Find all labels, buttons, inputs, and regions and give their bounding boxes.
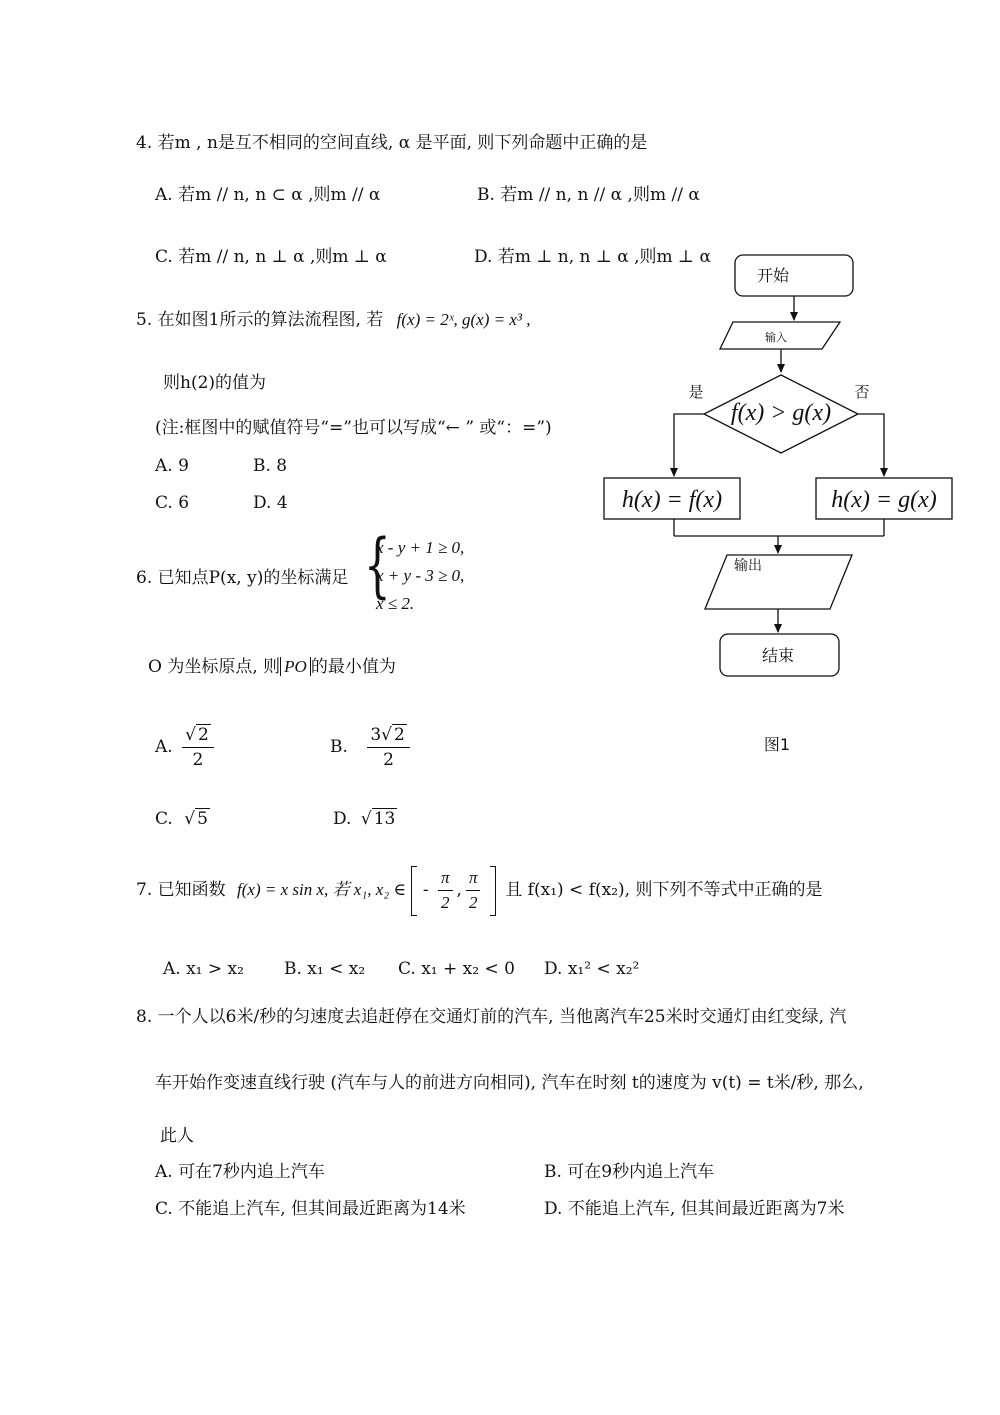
q7-pi-1: π [438, 868, 453, 891]
q4-stem: 4. 若m , n是互不相同的空间直线, α 是平面, 则下列命题中正确的是 [136, 133, 648, 153]
q7-function: f(x) = x sin x, 若 x₁, x₂ ∈ [237, 880, 407, 899]
start-label: 开始 [756, 266, 790, 285]
q5-option-a: A. 9 [155, 456, 189, 476]
q6-question-post: 的最小值为 [310, 657, 396, 677]
q5-function-def: f(x) = 2ˣ, g(x) = x³ , [396, 310, 531, 329]
q5-option-c: C. 6 [155, 493, 190, 513]
q6-inequality-1: x - y + 1 ≥ 0, [376, 538, 465, 557]
q6-option-b-den: 2 [383, 750, 394, 770]
q6-stem: 6. 已知点P(x, y)的坐标满足 [136, 568, 349, 588]
q7-option-a: A. x₁ > x₂ [163, 959, 244, 979]
q7-neg: - [422, 880, 429, 900]
q7-option-c: C. x₁ + x₂ < 0 [398, 959, 515, 979]
output-node [705, 555, 852, 609]
q5-option-b: B. 8 [253, 456, 288, 476]
no-branch [858, 414, 884, 476]
q6-option-c-value: 5 [197, 809, 208, 829]
q7-option-d: D. x₁² < x₂² [544, 959, 640, 979]
q6-abs-po: PO [280, 657, 311, 676]
q7-stem: 7. 已知函数 f(x) = x sin x, 若 x₁, x₂ ∈ - $\frac{\pi}{2}$ , $\frac{\pi}{2}$ 且 f(x₁) < f(x₂), 则下列不等式中正确的是 [136, 862, 822, 918]
q5-note: (注:框图中的赋值符号“=”也可以写成“← ” 或“：=”) [155, 418, 552, 438]
q4-option-c: C. 若m // n, n ⊥ α ,则m ⊥ α [155, 247, 387, 267]
q4-option-a: A. 若m // n, n ⊂ α ,则m // α [155, 185, 381, 205]
q8-line-1: 8. 一个人以6米/秒的匀速度去追赶停在交通灯前的汽车, 当他离汽车25米时交通灯由红变绿, 汽 [136, 1007, 847, 1027]
q6-option-b-num: 2 [393, 725, 405, 745]
left-brace: { [364, 524, 391, 606]
no-label: 否 [854, 383, 870, 401]
q6-option-a-den: 2 [192, 750, 204, 770]
q8-option-b: B. 可在9秒内追上汽车 [544, 1162, 715, 1182]
q8-line-3: 此人 [160, 1126, 194, 1146]
q6-option-b-label: B. [330, 737, 348, 757]
q6-inequality-3: x ≤ 2. [376, 594, 415, 613]
output-label: 输出 [734, 558, 762, 574]
yes-label: 是 [688, 383, 704, 401]
start-node [735, 255, 853, 296]
q7-two-1: 2 [441, 893, 450, 912]
condition-label: f(x) > g(x) [730, 400, 832, 426]
q6-option-a-label: A. [155, 737, 173, 757]
q8-line-2: 车开始作变速直线行驶 (汽车与人的前进方向相同), 汽车在时刻 t的速度为 v(t) = t米/秒, 那么, [155, 1073, 864, 1093]
q7-condition: 且 f(x₁) < f(x₂), 则下列不等式中正确的是 [505, 880, 823, 900]
q6-option-b-coef: 3 [370, 725, 382, 745]
q6-option-c-label: C. [155, 809, 173, 829]
q6-option-d-value: 13 [373, 809, 396, 829]
q6-question-pre: O 为坐标原点, 则 [148, 657, 281, 677]
q8-option-a: A. 可在7秒内追上汽车 [155, 1162, 325, 1182]
q6-option-a-num: 2 [197, 725, 209, 745]
q6-option-d-label: D. [333, 809, 352, 829]
left-assign-label: h(x) = f(x) [621, 487, 723, 513]
q5-question: 则h(2)的值为 [163, 373, 267, 393]
q7-two-2: 2 [468, 893, 478, 912]
right-assign-label: h(x) = g(x) [831, 487, 937, 513]
q4-option-d: D. 若m ⊥ n, n ⊥ α ,则m ⊥ α [474, 247, 711, 267]
end-label: 结束 [761, 646, 795, 665]
q5-option-d: D. 4 [253, 493, 288, 513]
q8-option-d: D. 不能追上汽车, 但其间最近距离为7米 [544, 1199, 845, 1219]
q7-option-b: B. x₁ < x₂ [284, 959, 366, 979]
yes-branch [674, 414, 704, 476]
input-label: 输入 [765, 331, 787, 344]
q8-option-c: C. 不能追上汽车, 但其间最近距离为14米 [155, 1199, 466, 1219]
q6-inequality-2: x + y - 3 ≥ 0, [376, 566, 465, 585]
q5-stem-text: 5. 在如图1所示的算法流程图, 若 [136, 310, 384, 330]
q4-option-b: B. 若m // n, n // α ,则m // α [477, 185, 700, 205]
q7-stem-text: 7. 已知函数 [136, 880, 226, 900]
q7-pi-2: π [466, 868, 481, 891]
figure-caption: 图1 [763, 735, 791, 754]
